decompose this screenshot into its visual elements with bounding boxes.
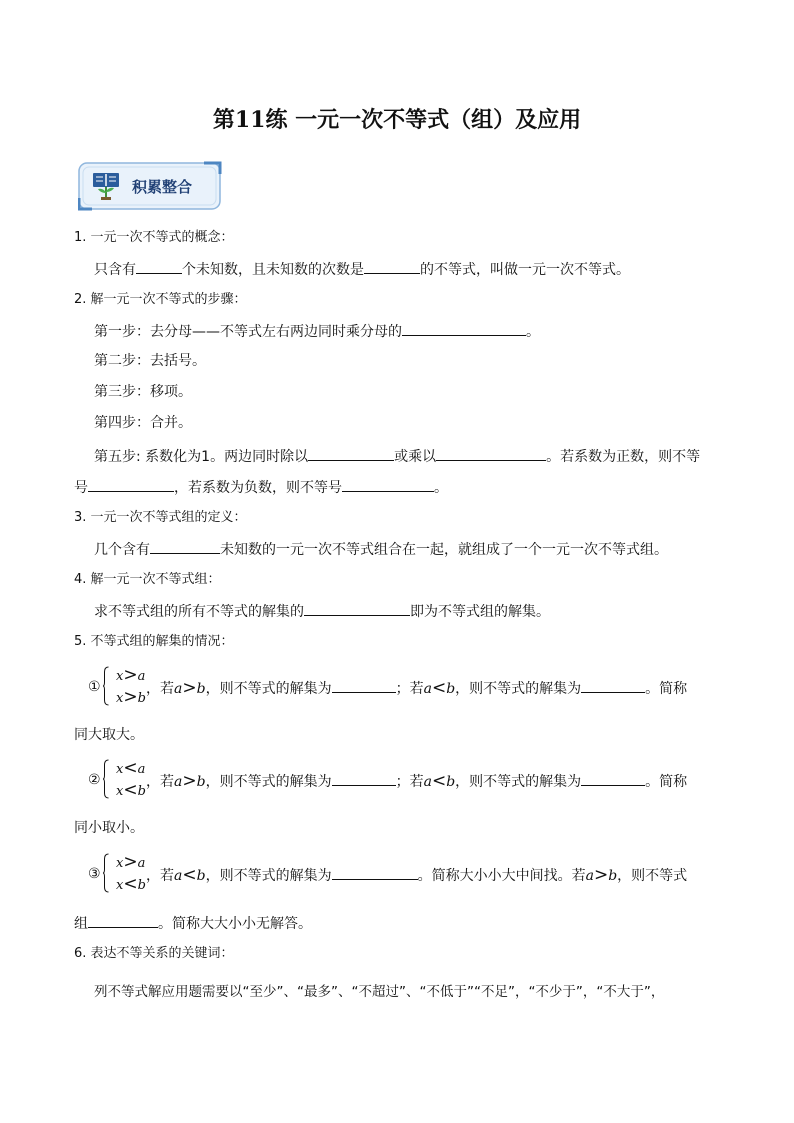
inequality-system bbox=[103, 852, 146, 895]
fill-blank[interactable] bbox=[136, 258, 182, 274]
fill-blank[interactable] bbox=[342, 476, 434, 492]
text: 的不等式，叫做一元一次不等式。 bbox=[420, 262, 630, 278]
text: ，若系数为负数，则不等号 bbox=[174, 480, 342, 496]
text: 只含有 bbox=[94, 262, 136, 278]
inequality-system bbox=[103, 665, 146, 708]
section-1-heading: 1. 一元一次不等式的概念： bbox=[74, 230, 234, 245]
text: ，则不等式的解集为 bbox=[205, 774, 332, 790]
system-row bbox=[116, 780, 146, 800]
variable: b bbox=[137, 878, 146, 893]
text: 未知数的一元一次不等式组合在一起，就组成了一个一元一次不等式组。 bbox=[220, 542, 668, 558]
variable: a bbox=[423, 681, 432, 697]
variable: a bbox=[585, 868, 594, 884]
variable: a bbox=[137, 762, 146, 777]
operator: > bbox=[182, 678, 197, 698]
case-text bbox=[146, 770, 687, 792]
text: 第一步：去分母——不等式左右两边同时乘分母的 bbox=[94, 324, 402, 340]
variable: x bbox=[116, 691, 124, 706]
fill-blank[interactable] bbox=[402, 320, 526, 336]
operator: < bbox=[123, 780, 138, 800]
section-5-heading: 5. 不等式组的解集的情况： bbox=[74, 634, 234, 649]
text: 组 bbox=[74, 916, 88, 932]
section-2-heading: 2. 解一元一次不等式的步骤： bbox=[74, 292, 247, 307]
text: 即为不等式组的解集。 bbox=[410, 604, 550, 620]
section-1-content bbox=[94, 258, 630, 280]
text: 号 bbox=[74, 480, 88, 496]
operator: > bbox=[593, 865, 609, 885]
text: 。简称大大小小无解答。 bbox=[158, 916, 312, 932]
text: 。简称 bbox=[645, 681, 688, 697]
system-row bbox=[116, 852, 145, 872]
text: ，若 bbox=[146, 774, 174, 790]
variable: b bbox=[446, 681, 456, 697]
variable: a bbox=[137, 856, 146, 871]
variable: b bbox=[608, 868, 618, 884]
variable: x bbox=[116, 856, 124, 871]
text: 。 bbox=[434, 480, 448, 496]
system-row bbox=[116, 665, 145, 685]
variable: b bbox=[196, 681, 206, 697]
fill-blank[interactable] bbox=[332, 677, 396, 693]
operator: < bbox=[431, 771, 447, 791]
fill-blank[interactable] bbox=[308, 445, 394, 461]
case-tail bbox=[74, 912, 312, 934]
text: 几个含有 bbox=[94, 542, 150, 558]
text: 或乘以 bbox=[394, 449, 437, 465]
section-3-heading: 3. 一元一次不等式组的定义： bbox=[74, 510, 247, 525]
variable: b bbox=[446, 774, 456, 790]
operator: < bbox=[431, 678, 447, 698]
step-5 bbox=[94, 445, 700, 467]
case-tail: 同小取小。 bbox=[74, 820, 144, 836]
variable: x bbox=[116, 762, 124, 777]
text: ；若 bbox=[395, 681, 424, 697]
text: 个未知数，且未知数的次数是 bbox=[182, 262, 364, 278]
fill-blank[interactable] bbox=[581, 770, 645, 786]
system-row bbox=[116, 874, 146, 894]
fill-blank[interactable] bbox=[581, 677, 645, 693]
variable: b bbox=[196, 868, 206, 884]
step-3: 第三步：移项。 bbox=[94, 384, 192, 400]
variable: a bbox=[174, 681, 183, 697]
section-3-content bbox=[94, 538, 668, 560]
variable: x bbox=[116, 669, 124, 684]
text: ，则不等式的解集为 bbox=[205, 868, 332, 884]
text: 。简称大小小大中间找。若 bbox=[417, 868, 586, 884]
inequality-system bbox=[103, 758, 146, 801]
operator: > bbox=[123, 665, 138, 685]
operator: < bbox=[123, 758, 138, 778]
text: 第五步: 系数化为1。两边同时除以 bbox=[94, 449, 309, 465]
brace-icon bbox=[103, 666, 109, 706]
step-1 bbox=[94, 320, 540, 342]
step-4: 第四步：合并。 bbox=[94, 415, 192, 431]
fill-blank[interactable] bbox=[88, 912, 158, 928]
variable: a bbox=[174, 774, 183, 790]
section-4-heading: 4. 解一元一次不等式组： bbox=[74, 572, 221, 587]
case-number: ① bbox=[88, 679, 101, 695]
section-6-content: 列不等式解应用题需要以“至少”、“最多”、“不超过”、“不低于”“不足”，“不少于”，“不大于”， bbox=[94, 984, 665, 1000]
operator: > bbox=[123, 687, 138, 707]
text: ，若 bbox=[146, 681, 174, 697]
page-title: 第11练 一元一次不等式（组）及应用 bbox=[212, 107, 582, 133]
case-tail: 同大取大。 bbox=[74, 727, 144, 743]
variable: b bbox=[196, 774, 206, 790]
brace-icon bbox=[103, 853, 109, 893]
fill-blank[interactable] bbox=[364, 258, 420, 274]
variable: a bbox=[174, 868, 183, 884]
section-badge bbox=[78, 160, 223, 212]
step-5-cont bbox=[74, 476, 448, 498]
system-row bbox=[116, 687, 146, 707]
text: ；若 bbox=[395, 774, 424, 790]
text: 。 bbox=[526, 324, 540, 340]
section-6-heading: 6. 表达不等关系的关键词： bbox=[74, 946, 234, 961]
section-4-content bbox=[94, 600, 550, 622]
text: ，则不等式的解集为 bbox=[455, 681, 582, 697]
variable: a bbox=[423, 774, 432, 790]
fill-blank[interactable] bbox=[88, 476, 174, 492]
book-plant-icon bbox=[90, 171, 122, 201]
text: ，则不等式的解集为 bbox=[205, 681, 332, 697]
text: ，则不等式的解集为 bbox=[455, 774, 582, 790]
brace-icon bbox=[103, 759, 109, 799]
variable: x bbox=[116, 878, 124, 893]
fill-blank[interactable] bbox=[332, 864, 418, 880]
text: 。简称 bbox=[645, 774, 688, 790]
operator: > bbox=[123, 852, 138, 872]
fill-blank[interactable] bbox=[332, 770, 396, 786]
text: ，若 bbox=[146, 868, 174, 884]
variable: x bbox=[116, 784, 124, 799]
fill-blank[interactable] bbox=[304, 600, 410, 616]
text: ，则不等式 bbox=[617, 868, 688, 884]
operator: < bbox=[182, 865, 197, 885]
case-text bbox=[146, 677, 687, 699]
fill-blank[interactable] bbox=[436, 445, 546, 461]
case-number: ② bbox=[88, 772, 101, 788]
step-2: 第二步：去括号。 bbox=[94, 353, 206, 369]
operator: < bbox=[123, 874, 138, 894]
system-row bbox=[116, 758, 145, 778]
case-number: ③ bbox=[88, 866, 101, 882]
fill-blank[interactable] bbox=[150, 538, 220, 554]
variable: a bbox=[137, 669, 146, 684]
variable: b bbox=[137, 691, 146, 706]
badge-label: 积累整合 bbox=[132, 178, 193, 196]
case-text bbox=[146, 864, 687, 886]
operator: > bbox=[182, 771, 197, 791]
text: 求不等式组的所有不等式的解集的 bbox=[94, 604, 304, 620]
text: 。若系数为正数，则不等 bbox=[546, 449, 701, 465]
variable: b bbox=[137, 784, 146, 799]
